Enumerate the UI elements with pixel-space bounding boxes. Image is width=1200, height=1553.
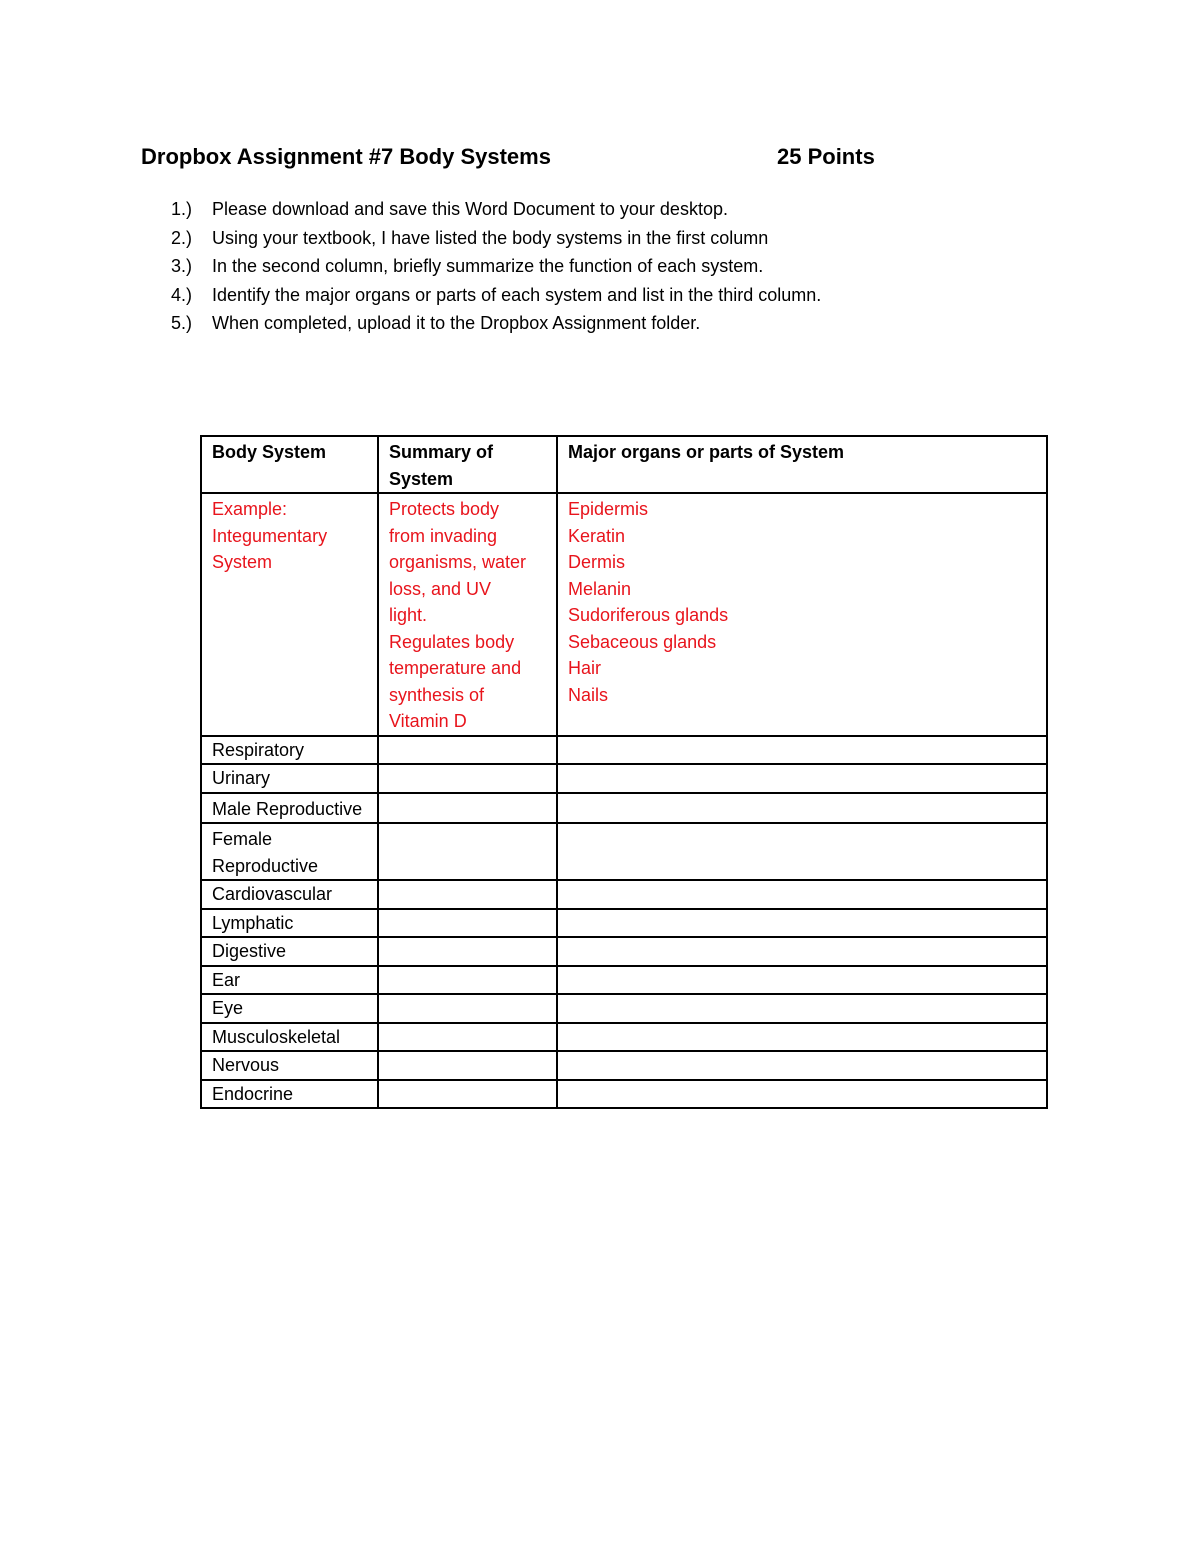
table-row bbox=[201, 994, 1047, 1023]
instruction-number: 3.) bbox=[171, 256, 193, 276]
instruction-list bbox=[171, 195, 821, 338]
table-row bbox=[201, 1051, 1047, 1080]
example-organ: Melanin bbox=[568, 578, 632, 599]
system-name-cell: Ear bbox=[201, 966, 378, 995]
organs-cell[interactable] bbox=[557, 764, 1047, 793]
instruction-number: 5.) bbox=[171, 313, 193, 333]
organs-cell[interactable] bbox=[557, 994, 1047, 1023]
organs-cell[interactable] bbox=[557, 1080, 1047, 1109]
instruction-text: Please download and save this Word Document to your desktop. bbox=[212, 199, 728, 219]
system-name-cell: Urinary bbox=[201, 764, 378, 793]
assignment-points: 25 Points bbox=[777, 144, 875, 169]
organs-cell[interactable] bbox=[557, 909, 1047, 938]
example-summary-line: organisms, water bbox=[389, 552, 527, 572]
example-summary-line: Protects body bbox=[389, 499, 500, 519]
organs-cell[interactable] bbox=[557, 823, 1047, 880]
summary-cell[interactable] bbox=[378, 966, 557, 995]
organs-cell[interactable] bbox=[557, 793, 1047, 824]
example-summary-cell bbox=[378, 493, 557, 736]
header-body-system: Body System bbox=[201, 436, 378, 493]
table-row bbox=[201, 823, 1047, 880]
table-row bbox=[201, 909, 1047, 938]
organs-cell[interactable] bbox=[557, 966, 1047, 995]
instruction-item bbox=[171, 281, 821, 310]
example-summary-line: light. bbox=[389, 605, 428, 625]
example-organ: Sudoriferous glands bbox=[568, 605, 729, 625]
table-row bbox=[201, 793, 1047, 824]
system-name-cell: Male Reproductive bbox=[201, 793, 378, 824]
example-summary-line: from invading bbox=[389, 525, 498, 546]
instruction-item bbox=[171, 252, 821, 281]
example-organ: Sebaceous glands bbox=[568, 631, 717, 652]
system-name-cell: Nervous bbox=[201, 1051, 378, 1080]
instruction-text: Identify the major organs or parts of each system and list in the third column. bbox=[212, 284, 822, 305]
system-name-cell: Respiratory bbox=[201, 736, 378, 765]
summary-cell[interactable] bbox=[378, 994, 557, 1023]
system-name-cell: Female Reproductive bbox=[201, 823, 378, 880]
system-name-cell: Lymphatic bbox=[201, 909, 378, 938]
example-organ: Hair bbox=[568, 658, 602, 678]
summary-cell[interactable] bbox=[378, 764, 557, 793]
summary-cell[interactable] bbox=[378, 1080, 557, 1109]
system-name-cell: Musculoskeletal bbox=[201, 1023, 378, 1052]
body-systems-table bbox=[200, 435, 1048, 1109]
example-summary-line: synthesis of bbox=[389, 684, 485, 705]
instruction-text: Using your textbook, I have listed the body systems in the first column bbox=[212, 227, 769, 248]
instruction-number: 2.) bbox=[171, 227, 193, 248]
organs-cell[interactable] bbox=[557, 937, 1047, 966]
system-name-cell: Endocrine bbox=[201, 1080, 378, 1109]
example-system-line: Example: bbox=[212, 499, 288, 519]
table-header-row bbox=[201, 436, 1047, 493]
summary-cell[interactable] bbox=[378, 937, 557, 966]
header-summary: Summary of System bbox=[378, 436, 557, 493]
system-name-cell: Digestive bbox=[201, 937, 378, 966]
instruction-item bbox=[171, 309, 821, 338]
example-system-cell bbox=[201, 493, 378, 736]
instruction-item bbox=[171, 224, 821, 253]
summary-cell[interactable] bbox=[378, 1051, 557, 1080]
summary-cell[interactable] bbox=[378, 736, 557, 765]
organs-cell[interactable] bbox=[557, 1023, 1047, 1052]
system-name-cell: Cardiovascular bbox=[201, 880, 378, 909]
example-system-line: Integumentary bbox=[212, 525, 328, 546]
table-row bbox=[201, 764, 1047, 793]
table-row bbox=[201, 966, 1047, 995]
example-summary-line: Regulates body bbox=[389, 631, 515, 652]
example-organ: Epidermis bbox=[568, 499, 649, 519]
table-row bbox=[201, 736, 1047, 765]
organs-cell[interactable] bbox=[557, 880, 1047, 909]
summary-cell[interactable] bbox=[378, 793, 557, 824]
example-organ: Nails bbox=[568, 684, 609, 705]
table-row bbox=[201, 1023, 1047, 1052]
organs-cell[interactable] bbox=[557, 1051, 1047, 1080]
table-row bbox=[201, 880, 1047, 909]
assignment-header bbox=[141, 144, 901, 178]
table-row bbox=[201, 1080, 1047, 1109]
example-system-line: System bbox=[212, 552, 273, 572]
example-organ: Keratin bbox=[568, 525, 626, 546]
example-summary-line: Vitamin D bbox=[389, 711, 467, 731]
summary-cell[interactable] bbox=[378, 880, 557, 909]
instruction-text: In the second column, briefly summarize the function of each system. bbox=[212, 256, 764, 276]
instruction-number: 4.) bbox=[171, 284, 193, 305]
header-major-organs: Major organs or parts of System bbox=[557, 436, 1047, 493]
instruction-text: When completed, upload it to the Dropbox Assignment folder. bbox=[212, 313, 701, 333]
table-row bbox=[201, 937, 1047, 966]
example-organs-cell bbox=[557, 493, 1047, 736]
summary-cell[interactable] bbox=[378, 823, 557, 880]
organs-cell[interactable] bbox=[557, 736, 1047, 765]
example-summary-line: temperature and bbox=[389, 658, 522, 678]
system-name-cell: Eye bbox=[201, 994, 378, 1023]
instruction-number: 1.) bbox=[171, 199, 193, 219]
summary-cell[interactable] bbox=[378, 909, 557, 938]
summary-cell[interactable] bbox=[378, 1023, 557, 1052]
example-organ: Dermis bbox=[568, 552, 625, 572]
instruction-item bbox=[171, 195, 821, 224]
assignment-title: Dropbox Assignment #7 Body Systems bbox=[141, 144, 551, 169]
example-summary-line: loss, and UV bbox=[389, 578, 492, 599]
example-row bbox=[201, 493, 1047, 736]
